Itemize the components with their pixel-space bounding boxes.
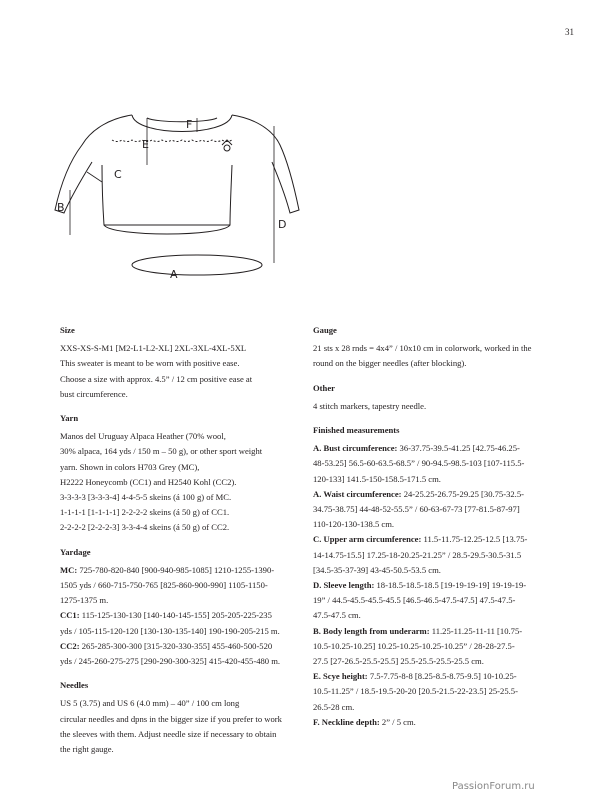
- line-text: 3-3-3-3 [3-3-3-4] 4-4-5-5 skeins (á 100 g) of MC.: [60, 492, 232, 503]
- text-line: [60, 490, 308, 505]
- line-text: 47.5-47.5 cm.: [313, 610, 361, 621]
- line-text: bust circumference.: [60, 388, 128, 399]
- text-line: [60, 520, 308, 535]
- right-column: [313, 323, 558, 739]
- text-line: [60, 429, 308, 444]
- text-line: [60, 742, 308, 757]
- line-text: [34.5-35-37-39] 43-45-50.5-53.5 cm.: [313, 564, 441, 575]
- text-line: [313, 532, 558, 547]
- section: [60, 411, 308, 536]
- line-text: 27.5 [27-26.5-25.5-25.5] 25.5-25.5-25.5-25.5 cm.: [313, 656, 484, 667]
- text-line: [60, 341, 308, 356]
- text-line: [313, 502, 558, 517]
- line-text: 1275-1375 m.: [60, 595, 109, 606]
- text-line: [60, 356, 308, 371]
- text-line: [313, 399, 558, 414]
- line-text: 4 stitch markers, tapestry needle.: [313, 400, 427, 411]
- section-heading: Gauge: [313, 325, 337, 335]
- section-heading: Finished measurements: [313, 425, 400, 436]
- section-heading: Yardage: [60, 546, 91, 557]
- label-d: D: [278, 218, 287, 231]
- hem-outline: [104, 225, 230, 234]
- line-text: 36-37.75-39.5-41.25 [42.75-46.25-: [397, 443, 520, 454]
- text-line: [313, 654, 558, 669]
- line-text: 19” / 44.5-45.5-45.5-45.5 [46.5-46.5-47.5-47.5] 47.5-47.5-: [313, 595, 516, 606]
- line-text: 1505 yds / 660-715-750-765 [825-860-900-990] 1105-1150-: [60, 580, 268, 591]
- label-b: B: [57, 201, 65, 214]
- text-line: [313, 669, 558, 684]
- line-text: 34.75-38.75] 44-48-52-55.5” / 60-63-67-73 [77-81.5-87-97]: [313, 504, 520, 515]
- text-line: [313, 487, 558, 502]
- line-text: 18-18.5-18.5-18.5 [19-19-19-19] 19-19-19-: [374, 580, 527, 591]
- text-line: [313, 472, 558, 487]
- text-line: [60, 460, 308, 475]
- sweater-schematic: [52, 100, 312, 295]
- section: [60, 678, 308, 757]
- text-line: [60, 593, 308, 608]
- term: C. Upper arm circumference:: [313, 534, 422, 545]
- text-line: [60, 696, 308, 711]
- line-text: 11.25-11.25-11-11 [10.75-: [429, 625, 523, 636]
- left-sleeve-outline: [55, 115, 132, 213]
- line-text: 725-780-820-840 [900-940-985-1085] 1210-1255-1390-: [77, 564, 275, 575]
- line-text: circular needles and dpns in the bigger size if you prefer to work: [60, 713, 282, 724]
- line-text: 11.5-11.75-12.25-12.5 [13.75-: [421, 534, 528, 545]
- bust-ellipse: [132, 255, 262, 275]
- section-heading: Yarn: [60, 413, 79, 424]
- line-text: 120-133] 141.5-150-158.5-171.5 cm.: [313, 473, 441, 484]
- line-text: yds / 245-260-275-275 [290-290-300-325] 415-420-455-480 m.: [60, 656, 281, 667]
- line-text: 30% alpaca, 164 yds / 150 m – 50 g), or other sport weight: [60, 446, 263, 457]
- text-line: [313, 517, 558, 532]
- text-line: [313, 578, 558, 593]
- text-line: [313, 593, 558, 608]
- line-text: yarn. Shown in colors H703 Grey (MC),: [60, 461, 200, 472]
- line-text: round on the bigger needles (after blocking).: [313, 358, 467, 369]
- flower-motif: [224, 145, 230, 151]
- text-line: [60, 475, 308, 490]
- text-line: [60, 654, 308, 669]
- line-text: the sleeves with them. Adjust needle size if necessary to obtain: [60, 728, 277, 739]
- line-text: yds / 105-115-120-120 [130-130-135-140] 190-190-205-215 m.: [60, 625, 280, 636]
- line-text: 48-53.25] 56.5-60-63.5-68.5” / 90-94.5-98.5-103 [107-115.5-: [313, 458, 525, 469]
- line-text: 24-25.25-26.75-29.25 [30.75-32.5-: [401, 488, 524, 499]
- term: CC2:: [60, 640, 80, 651]
- page-number: 31: [565, 27, 574, 37]
- line-text: 265-285-300-300 [315-320-330-355] 455-460-500-520: [79, 640, 273, 651]
- text-line: [60, 712, 308, 727]
- text-line: [60, 727, 308, 742]
- line-text: US 5 (3.75) and US 6 (4.0 mm) – 40” / 100 cm long: [60, 698, 240, 709]
- text-line: [60, 608, 308, 623]
- text-line: [60, 387, 308, 402]
- term: B. Body length from underarm:: [313, 625, 430, 636]
- line-text: XXS-XS-S-M1 [M2-L1-L2-XL] 2XL-3XL-4XL-5XL: [60, 343, 247, 354]
- label-f: F: [186, 118, 193, 131]
- back-neckline: [147, 118, 217, 122]
- text-line: [313, 700, 558, 715]
- text-line: [313, 356, 558, 371]
- line-text: H2222 Honeycomb (CC1) and H2540 Kohl (CC2).: [60, 476, 237, 487]
- line-text: Choose a size with approx. 4.5” / 12 cm positive ease at: [60, 373, 253, 384]
- text-line: [313, 715, 558, 730]
- line-text: the right gauge.: [60, 744, 114, 755]
- term: D. Sleeve length:: [313, 580, 375, 591]
- text-line: [313, 684, 558, 699]
- line-text: Manos del Uruguay Alpaca Heather (70% wool,: [60, 431, 226, 442]
- text-line: [60, 563, 308, 578]
- text-line: [60, 444, 308, 459]
- label-c: C: [114, 168, 122, 181]
- section-heading: Needles: [60, 680, 89, 691]
- line-text: 110-120-130-138.5 cm.: [313, 519, 395, 530]
- term: E. Scye height:: [313, 671, 368, 682]
- section: [313, 323, 558, 372]
- text-line: [60, 372, 308, 387]
- section: [313, 423, 558, 730]
- section-heading: Size: [60, 325, 75, 335]
- section: [313, 381, 558, 414]
- line-text: 10.5-11.25” / 18.5-19.5-20-20 [20.5-21.5-22-23.5] 25-25.5-: [313, 686, 518, 697]
- line-text: 1-1-1-1 [1-1-1-1] 2-2-2-2 skeins (á 50 g) of CC1.: [60, 507, 230, 518]
- measure-line-c: [87, 172, 102, 182]
- line-text: 26.5-28 cm.: [313, 701, 355, 712]
- text-line: [313, 563, 558, 578]
- text-line: [313, 624, 558, 639]
- text-line: [313, 608, 558, 623]
- term: A. Bust circumference:: [313, 443, 398, 454]
- text-line: [60, 639, 308, 654]
- line-text: 14-14.75-15.5] 17.25-18-20.25-21.25” / 28.5-29.5-30.5-31.5: [313, 549, 522, 560]
- label-a: A: [170, 268, 178, 281]
- term: F. Neckline depth:: [313, 716, 380, 727]
- line-text: 7.5-7.75-8-8 [8.25-8.5-8.75-9.5] 10-10.25-: [367, 671, 517, 682]
- text-line: [313, 456, 558, 471]
- term: A. Waist circumference:: [313, 488, 402, 499]
- line-text: 21 sts x 28 rnds = 4x4” / 10x10 cm in colorwork, worked in the: [313, 343, 532, 354]
- label-e: E: [142, 138, 149, 151]
- left-column: [60, 323, 308, 766]
- section: [60, 545, 308, 670]
- line-text: 115-125-130-130 [140-140-145-155] 205-205-225-235: [79, 610, 272, 621]
- text-line: [60, 505, 308, 520]
- text-line: [60, 624, 308, 639]
- right-sleeve-outline: [232, 115, 299, 213]
- section: [60, 323, 308, 402]
- text-line: [313, 441, 558, 456]
- text-line: [313, 548, 558, 563]
- term: MC:: [60, 564, 78, 575]
- line-text: 2” / 5 cm.: [379, 716, 416, 727]
- watermark: PassionForum.ru: [452, 781, 535, 792]
- text-line: [60, 578, 308, 593]
- text-line: [313, 639, 558, 654]
- line-text: 10.5-10.25-10.25] 10.25-10.25-10.25-10.25” / 28-28-27.5-: [313, 640, 515, 651]
- section-heading: Other: [313, 382, 335, 393]
- line-text: This sweater is meant to be worn with positive ease.: [60, 358, 240, 369]
- yoke-pattern: [112, 140, 232, 142]
- term: CC1:: [60, 610, 80, 621]
- text-line: [313, 341, 558, 356]
- line-text: 2-2-2-2 [2-2-2-3] 3-3-4-4 skeins (á 50 g) of CC2.: [60, 522, 230, 533]
